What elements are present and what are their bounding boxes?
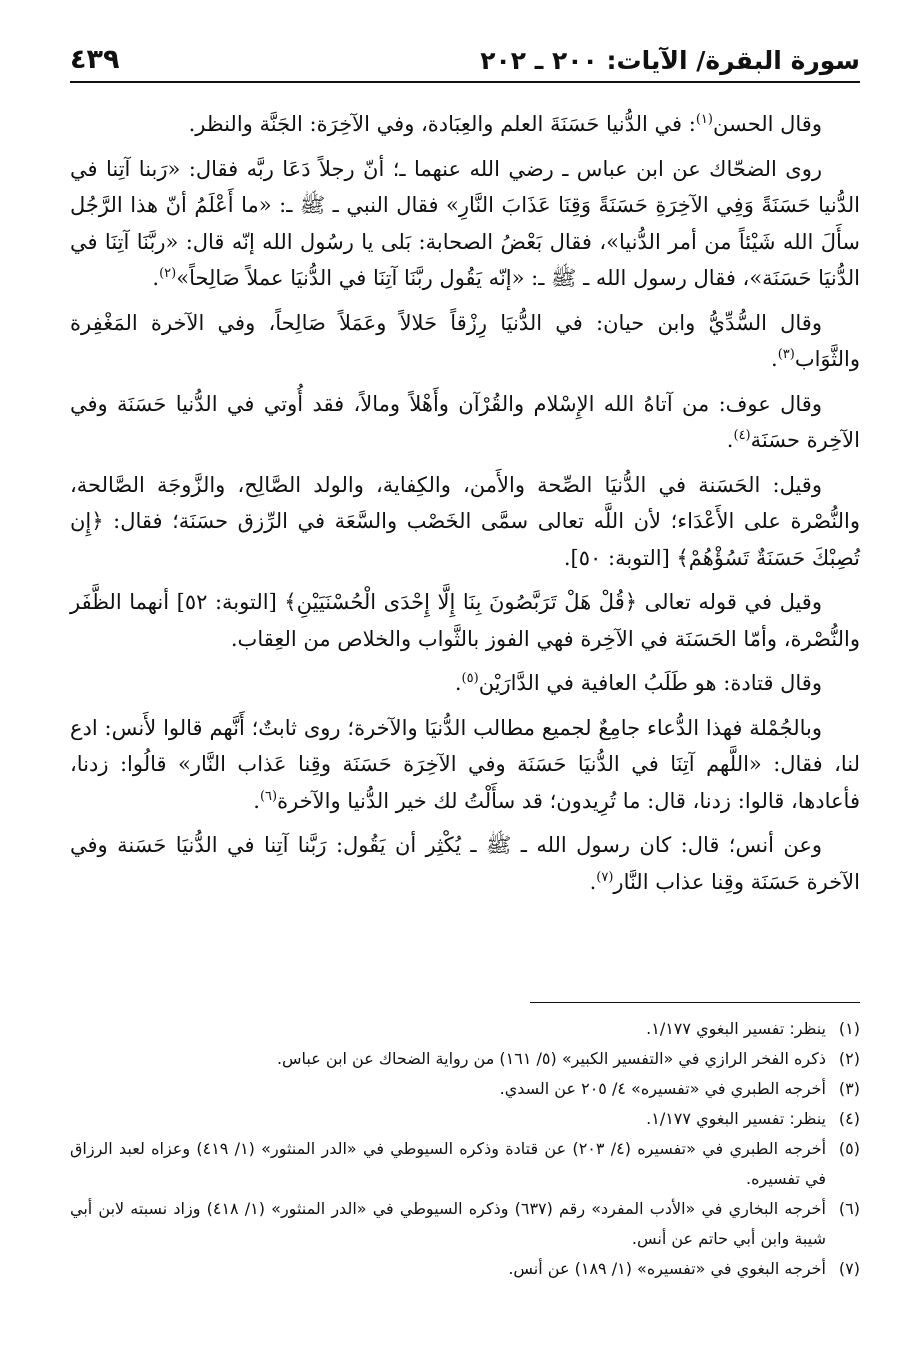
footnote-number: (٧) — [838, 1259, 860, 1278]
footnote — [70, 1134, 860, 1194]
paragraph: وقيل في قوله تعالى ﴿قُلْ هَلْ تَرَبَّصُونَ بِنَا إِلَّا إِحْدَى الْحُسْنَيَيْنِ﴾ [التوبة: ٥٢] أنهما الظَّفَر والنُّصْرة، وأمّا الحَسَنَة في الآخِرة فهي الفوز بالثَّواب والخلاص من العِقاب. — [70, 590, 860, 651]
paragraph: وقال الحسن$^{(١)}$: في الدُّنيا حَسَنَةَ العلم والعِبَادة، وفي الآخِرَة: الجَنَّة والنظر. — [188, 112, 822, 136]
footnote-ref: (٣) — [777, 347, 795, 362]
footnote-ref: (٥) — [461, 671, 479, 686]
footnote-ref: (٧) — [596, 869, 614, 885]
footnotes — [70, 1014, 860, 1284]
footnote-number: (٥) — [838, 1139, 860, 1158]
paragraph: وقال السُّدِّيُّ وابن حيان: في الدُّنيَا رِزْقاً حَلالاً وعَمَلاً صَالِحاً، وفي الآخرة المَغْفِرة والثَّوَاب$^{(٣)}$. — [70, 310, 860, 371]
paragraph: وقال عوف: من آتاهُ الله الإِسْلام والقُرْآن وأَهْلاً ومالاً، فقد أُوتي في الدُّنيا حَسَنَة وفي الآخِرة حسَنَة$^{(٤)}$. — [70, 391, 860, 452]
footnote-number: (٤) — [838, 1109, 860, 1128]
footnote — [70, 1074, 860, 1104]
footnote-ref: (٢) — [159, 266, 177, 281]
footnote-text: أخرجه الطبري في «تفسيره» ٤/ ٢٠٥ عن السدي. — [499, 1079, 826, 1098]
footnote-text: ينظر: تفسير البغوي ١/١٧٧. — [646, 1019, 826, 1038]
paragraph: وقال قتادة: هو طَلَبُ العافية في الدَّارَيْن$^{(٥)}$. — [454, 671, 822, 695]
footnote — [70, 1194, 860, 1254]
footnote-text: أخرجه الطبري في «تفسيره (٤/ ٢٠٣) عن قتادة وذكره السيوطي في «الدر المنثور» (١/ ٤١٩) وعزاه لعبد الرزاق في تفسيره. — [70, 1139, 827, 1188]
footnote-text: أخرجه البخاري في «الأدب المفرد» رقم (٦٣٧) وذكره السيوطي في «الدر المنثور» (١/ ٤١٨) وزاد نسبته لابن أبي شيبة وابن أبي حاتم عن أنس. — [70, 1199, 826, 1248]
footnote-ref: (٤) — [733, 428, 751, 443]
header-rule — [70, 81, 860, 83]
page-header — [70, 38, 860, 78]
paragraph: روى الضحّاك عن ابن عباس ـ رضي الله عنهما ـ؛ أنّ رجلاً دَعَا ربَّه فقال: «رَبنا آتِنا في الدُّنيا حَسَنَةً وَفِي الآخِرَةِ حَسَنَةً وَقِنَا عَذَابَ النَّارِ» فقال النبي ـ ﷺ ـ: «ما أَعْلَمُ أنّ هذا الرَّجُل سأَلَ الله شَيْئاً من أمر الدُّنيا»، فقال بَعْضُ الصحابة: بَلى يا رسُول الله إنّه قال: «ربَّنَا آتِنَا في الدُّنيَا حَسَنَة»، فقال رسول الله ـ ﷺ ـ: «إنّه يَقُول ربَّنَا آتِنَا في الدُّنيَا عملاً صَالِحاً»$^{(٢)}$. — [70, 156, 860, 290]
footnote — [70, 1014, 860, 1044]
footnote-text: ذكره الفخر الرازي في «التفسير الكبير» (٥/ ١٦١) من رواية الضحاك عن ابن عباس. — [276, 1049, 826, 1068]
book-page — [70, 0, 860, 1372]
page-number: ٤٣٩ — [70, 44, 120, 75]
footnote — [70, 1104, 860, 1134]
footnote-number: (٢) — [838, 1049, 860, 1068]
paragraph: وبالجُمْلة فهذا الدُّعاء جامِعٌ لجميع مطالب الدُّنيَا والآخرة؛ روى ثابتٌ؛ أَنَّهم قالوا لأَنس: ادع لنا، فقال: «اللَّهم آتِنَا في الدُّنيَا حَسَنَة وفي الآخِرَة حَسَنَة وقِنا عَذاب النَّار» قالُوا: زدنا، فأعادها، قالوا: زدنا، قال: ما تُرِيدون؛ قد سأَلْتُ لك خير الدُّنيا والآخرة$^{(٦)}$. — [70, 715, 860, 813]
footnote — [70, 1044, 860, 1074]
paragraph: وعن أنس؛ قال: كان رسول الله ـ ﷺ ـ يُكْثِر أن يَقُول: رَبَّنا آتِنا في الدُّنيَا حَسَنة وفي الآخرة حَسَنَة وقِنا عذاب النَّار$^{(٧)}$. — [70, 833, 860, 894]
footnote-text: أخرجه البغوي في «تفسيره» (١/ ١٨٩) عن أنس. — [508, 1259, 826, 1278]
footnote-number: (٦) — [838, 1199, 860, 1218]
footnote-ref: (١) — [695, 112, 713, 127]
footnote-number: (١) — [838, 1019, 860, 1038]
paragraph: وقيل: الحَسَنة في الدُّنيَا الصِّحة والأَمن، والكِفاية، والولد الصَّالِح، والزَّوجَة الصَّالحة، والنُّصْرة على الأَعْدَاء؛ لأن اللَّه تعالى سمَّى الخَصْب والسَّعَة في الرِّزق حسَنَة؛ فقال: ﴿إِن تُصِبْكَ حَسَنَةٌ تَسُؤْهُمْ﴾ [التوبة: ٥٠]. — [70, 472, 860, 570]
running-title: سورة البقرة/ الآيات: ٢٠٠ ـ ٢٠٢ — [480, 46, 860, 75]
main-text — [70, 106, 860, 908]
footnote-rule — [530, 1002, 860, 1003]
footnote-text: ينظر: تفسير البغوي ١/١٧٧. — [646, 1109, 826, 1128]
footnote-ref: (٦) — [259, 788, 278, 804]
footnote-number: (٣) — [838, 1079, 860, 1098]
footnote — [70, 1254, 860, 1284]
